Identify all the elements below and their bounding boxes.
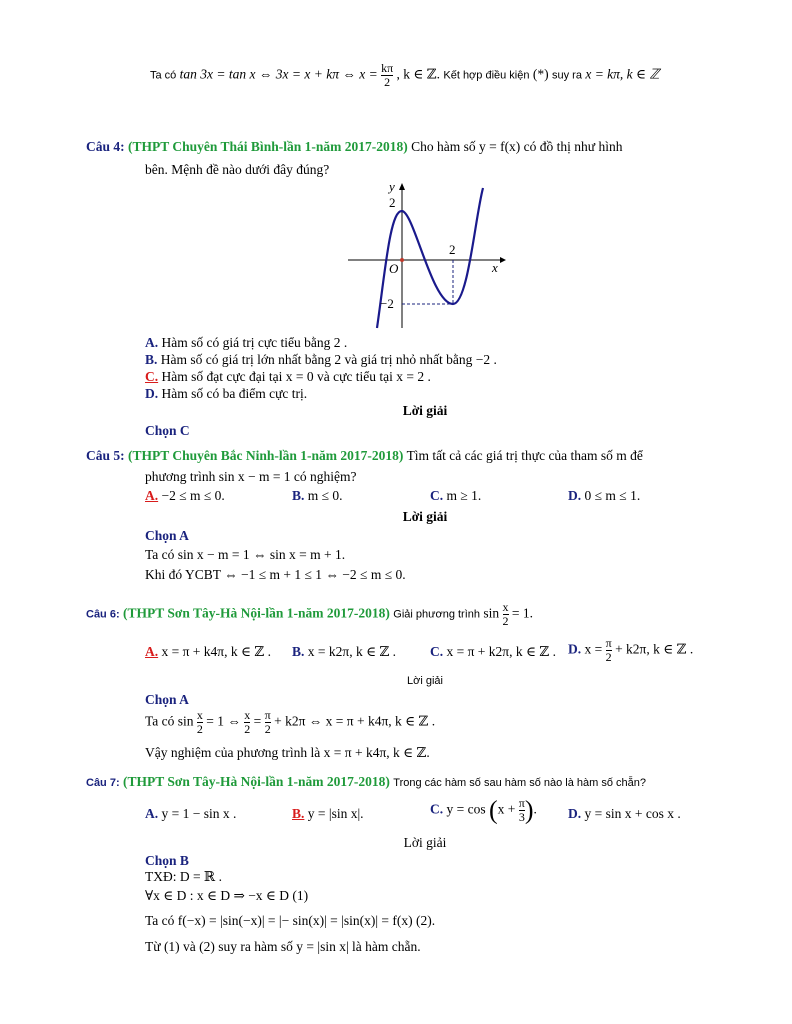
graph-y-arrow [399,183,405,190]
q7-option-a-letter: A. [145,806,159,821]
q5-header [86,447,706,465]
q5-option-c-text: m ≥ 1. [446,488,482,503]
top-result: x = kπ, k ∈ ℤ [585,66,660,82]
q7-sol4: Từ (1) và (2) suy ra hàm số y = |sin x| là hàm chẵn. [145,939,421,954]
q4-option-d[interactable] [145,385,307,403]
q6-sol1-frac3-den: 2 [264,722,271,736]
top-suy: suy ra [551,69,582,82]
top-line [150,62,659,89]
q5-option-a-text: −2 ≤ m ≤ 0. [161,488,225,503]
q5-sol1: Ta có sin x − m = 1 ⇔ sin x = m + 1. [145,547,346,562]
q7-option-d[interactable] [568,805,681,823]
q6-option-a-letter: A. [145,644,159,659]
q4-option-b-text: Hàm số có giá trị lớn nhất bằng 2 và giá trị nhỏ nhất bằng −2 . [160,352,497,367]
top-mid: Kết hợp điều kiện [443,69,530,82]
q6-option-a[interactable] [145,643,271,661]
q6-option-d-post: + k2π, k ∈ ℤ . [615,641,694,657]
q5-text2: phương trình sin x − m = 1 có nghiệm? [145,469,357,484]
q6-option-d-frac [606,637,612,664]
q6-eq-frac [503,601,509,628]
q5-option-a-letter: A. [145,488,159,503]
q6-eq-den: 2 [502,614,509,628]
q7-option-b-text: y = |sin x|. [307,806,364,821]
q6-answer: Chọn A [145,692,189,707]
q6-sol2: Vậy nghiệm của phương trình là x = π + k4π, k ∈ ℤ. [145,745,430,760]
q6-sol1-frac2-den: 2 [244,722,251,736]
q6-text: Giải phương trình [393,608,480,621]
graph-x-tick: 2 [449,242,456,257]
q4-option-b[interactable] [145,351,497,369]
q4-option-a-letter: A. [145,335,159,350]
q5-solution-title: Lời giải [402,509,448,524]
q7-text: Trong các hàm số sau hàm số nào là hàm số chẵn? [393,777,646,789]
q6-option-a-text: x = π + k4π, k ∈ ℤ . [161,644,271,659]
q6-sol1-frac1-den: 2 [196,722,203,736]
q6-option-d-pre: x = [584,641,603,657]
top-frac-num: kπ [381,61,394,75]
q7-header [86,773,646,792]
q6-option-b[interactable] [292,643,396,661]
q4-source: (THPT Chuyên Thái Bình-lần 1-năm 2017-2018) [128,139,408,154]
top-fraction [381,62,393,89]
q6-option-d-den: 2 [605,650,612,664]
q7-option-a[interactable] [145,805,236,823]
top-frac-den: 2 [381,75,393,89]
q4-option-a-text: Hàm số có giá trị cực tiểu bằng 2 . [161,335,348,350]
q7-sol2: ∀x ∈ D : x ∈ D ⇒ −x ∈ D (1) [145,888,309,903]
q5-option-b-letter: B. [292,488,305,503]
q7-option-c-post: . [533,801,537,817]
q6-sol1-post: + k2π ⇔ x = π + k4π, k ∈ ℤ . [274,713,436,729]
q6-sol1-frac3 [265,709,271,736]
q5-option-b-text: m ≤ 0. [307,488,343,503]
q6-label: Câu 6: [86,608,120,621]
q6-sol1-pre: Ta có sin [145,713,194,729]
q5-answer: Chọn A [145,528,189,543]
top-prefix: Ta có [150,69,177,82]
q7-option-c-num: π [518,796,525,810]
q6-header [86,601,533,628]
q6-sol1 [145,709,435,736]
q4-answer: Chọn C [145,423,190,438]
q4-option-c-text: Hàm số đạt cực đại tại x = 0 và cực tiểu tại x = 2 . [161,369,431,384]
q6-option-c[interactable] [430,643,556,661]
top-equation: tan 3x = tan x ⇔ 3x = x + kπ ⇔ x = [179,66,378,82]
q6-option-d-num: π [605,636,612,650]
q4-option-a[interactable] [145,334,347,352]
q4-option-b-letter: B. [145,352,158,367]
q4-option-c-letter: C. [145,369,159,384]
q7-option-c-letter: C. [430,801,444,817]
q6-option-d[interactable] [568,637,693,664]
q5-label: Câu 5: [86,448,125,463]
q5-option-b[interactable] [292,487,343,505]
q5-text1: Tìm tất cả các giá trị thực của tham số m để [406,448,643,463]
q7-option-c-x: x + [497,801,516,817]
q6-sol1-frac1-num: x [196,708,203,722]
q4-option-c[interactable] [145,368,431,386]
q6-solution-title: Lời giải [407,675,443,687]
q7-sol3: Ta có f(−x) = |sin(−x)| = |− sin(x)| = |sin(x)| = f(x) (2). [145,913,436,928]
q7-option-c-den: 3 [518,810,525,824]
q7-option-c-close: ) [524,795,534,825]
q6-sol1-mid2: = [253,713,262,729]
q7-label: Câu 7: [86,777,120,789]
graph-y-min-tick: −2 [380,296,394,311]
q7-option-d-letter: D. [568,806,582,821]
q7-option-a-text: y = 1 − sin x . [161,806,237,821]
q4-header [86,138,706,156]
q7-solution-title: Lời giải [403,835,447,850]
graph-origin-label: O [389,261,399,276]
q4-option-d-text: Hàm số có ba điểm cực trị. [161,386,308,401]
q5-source: (THPT Chuyên Bắc Ninh-lần 1-năm 2017-2018) [128,448,404,463]
q7-option-c-open: ( [488,795,498,825]
q6-eq-num: x [502,600,509,614]
q6-sol1-frac2-num: x [244,708,251,722]
graph-y-max-tick: 2 [389,195,396,210]
q6-sol1-mid1: = 1 ⇔ [206,713,241,729]
q4-solution-title: Lời giải [402,403,448,418]
q4-text2: bên. Mệnh đề nào dưới đây đúng? [145,162,330,177]
q6-sol1-frac1 [197,709,203,736]
q7-sol1: TXĐ: D = ℝ . [145,869,222,884]
q7-option-b-letter: B. [292,806,305,821]
q6-option-b-text: x = k2π, k ∈ ℤ . [307,644,397,659]
q6-option-c-text: x = π + k2π, k ∈ ℤ . [446,644,556,659]
q7-option-b[interactable] [292,805,364,823]
graph-x-label: x [492,260,498,275]
q5-option-c-letter: C. [430,488,444,503]
q7-option-c[interactable] [430,797,537,824]
q7-answer: Chọn B [145,853,189,868]
q7-source: (THPT Sơn Tây-Hà Nội-lần 1-năm 2017-2018) [123,774,390,789]
q4-graph [340,178,510,336]
q5-sol2: Khi đó YCBT ⇔ −1 ≤ m + 1 ≤ 1 ⇔ −2 ≤ m ≤ 0. [145,567,406,582]
graph-y-label: y [389,179,395,194]
graph-x-arrow [500,257,506,263]
q6-eq-post: = 1. [511,605,534,621]
q6-source: (THPT Sơn Tây-Hà Nội-lần 1-năm 2017-2018) [123,605,390,621]
top-set: , k ∈ ℤ. [396,66,440,82]
q6-sol1-frac2 [244,709,250,736]
q6-sol1-frac3-num: π [264,708,271,722]
graph-origin-point [400,258,404,262]
q4-label: Câu 4: [86,139,125,154]
q6-option-d-letter: D. [568,641,582,657]
q5-option-d-text: 0 ≤ m ≤ 1. [584,488,641,503]
q6-eq-pre: sin [483,605,500,621]
q5-option-c[interactable] [430,487,481,505]
q5-option-a[interactable] [145,487,225,505]
q7-option-c-pre: y = cos [446,801,486,817]
q5-option-d-letter: D. [568,488,582,503]
top-cond: (*) [532,66,549,82]
q5-option-d[interactable] [568,487,640,505]
q4-option-d-letter: D. [145,386,159,401]
q7-option-d-text: y = sin x + cos x . [584,806,681,821]
q6-option-c-letter: C. [430,644,444,659]
q4-text1: Cho hàm số y = f(x) có đồ thị như hình [411,139,623,154]
q6-option-b-letter: B. [292,644,305,659]
